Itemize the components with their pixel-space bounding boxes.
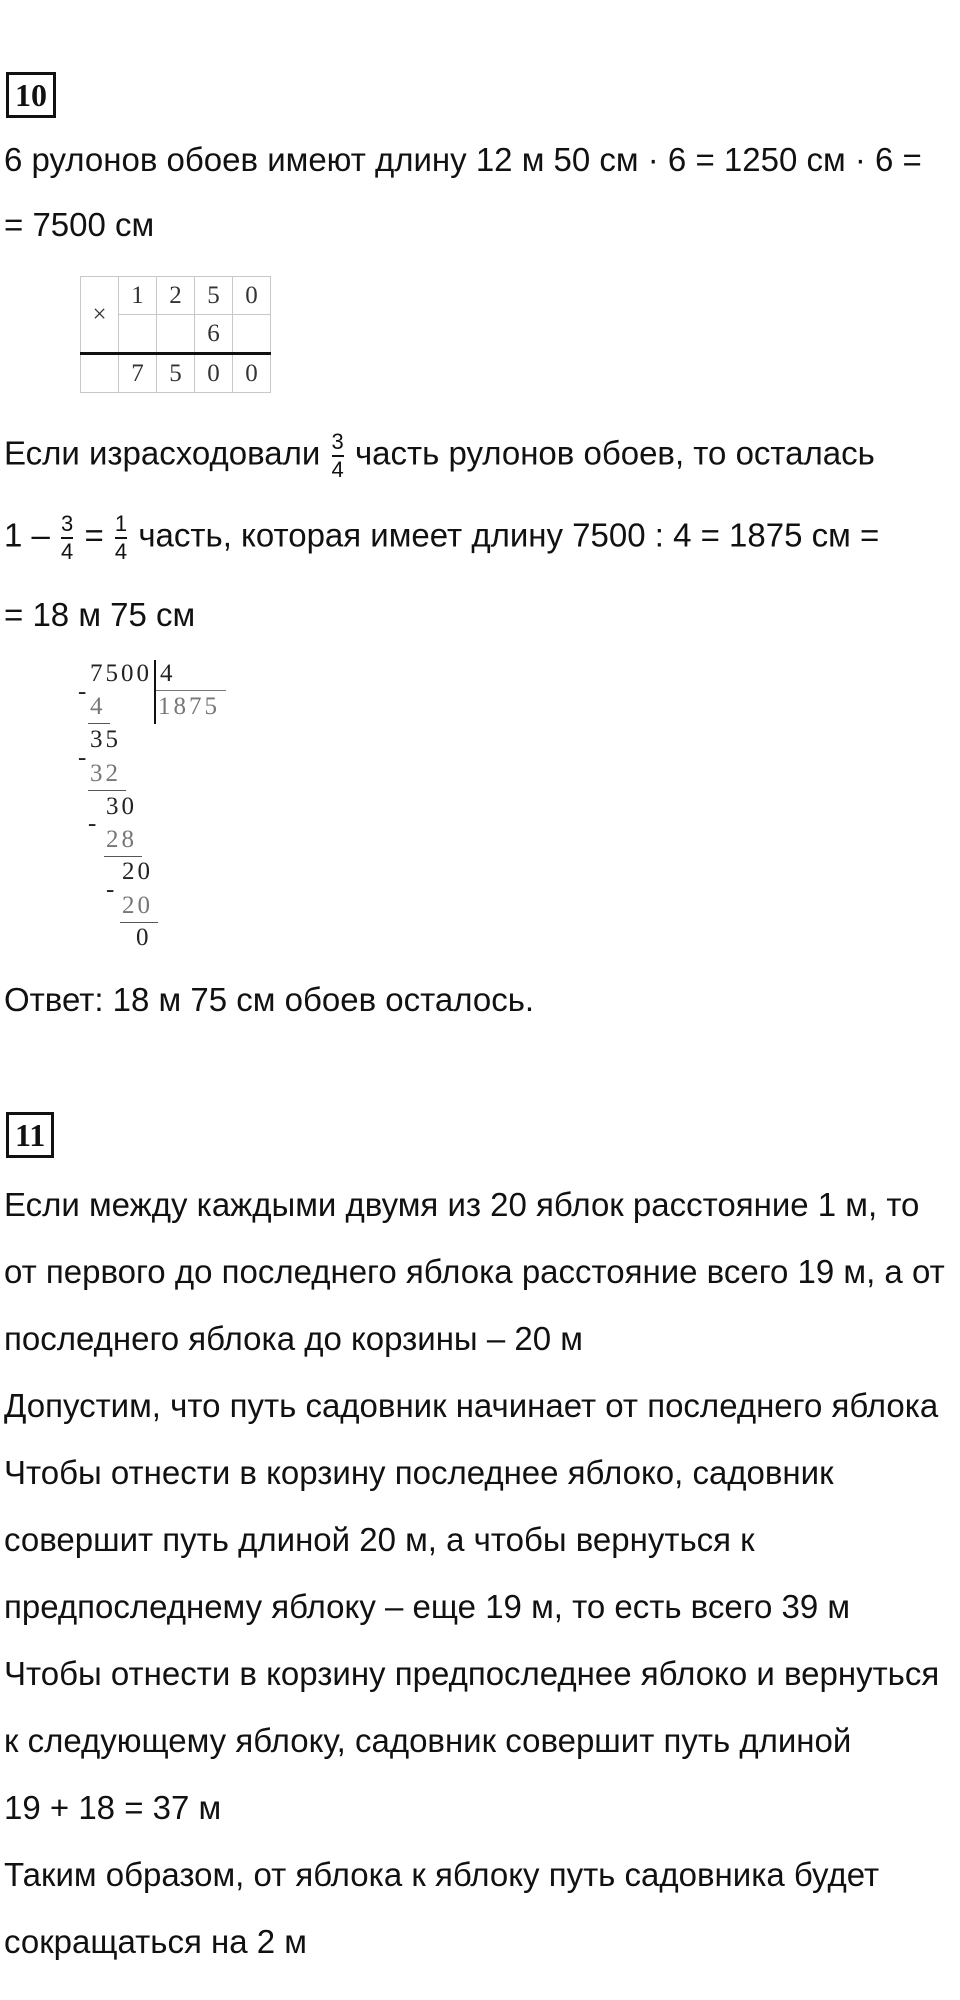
fraction-3-4	[332, 430, 344, 482]
task-10-number: 10	[6, 72, 56, 118]
division-vertical-line	[154, 660, 156, 724]
equals-sign: =	[84, 516, 104, 554]
mul-cell: 5	[157, 354, 195, 393]
mul-cell: 7	[119, 354, 157, 393]
task-11-line: Если между каждыми двумя из 20 яблок расстояние 1 м, то	[4, 1186, 920, 1223]
division-step: 35	[90, 726, 121, 753]
division-step: 20	[122, 892, 153, 919]
fraction-numerator: 3	[331, 429, 344, 454]
mul-cell: 5	[195, 277, 233, 315]
task-11-line: Чтобы отнести в корзину предпоследнее яблоко и вернуться	[4, 1655, 940, 1692]
task-11-line: к следующему яблоку, садовник совершит путь длиной	[4, 1722, 852, 1759]
fraction-denominator: 4	[331, 457, 344, 482]
division-step: 28	[106, 826, 137, 853]
task-11-line: 19 + 18 = 37 м	[4, 1789, 222, 1826]
task-10-line-2: = 7500 см	[4, 206, 155, 243]
text-segment: часть рулонов обоев, то осталась	[354, 434, 875, 472]
task-11-number: 11	[6, 1112, 54, 1158]
mul-cell	[81, 354, 119, 393]
task-11-line: Чтобы отнести в корзину последнее яблоко, садовник	[4, 1454, 834, 1491]
multiply-sign: ×	[81, 277, 119, 354]
division-step: 4	[90, 693, 106, 720]
task-10-line-1: 6 рулонов обоев имеют длину 12 м 50 см · 6 = 1250 см · 6 =	[4, 141, 922, 178]
step-underline	[88, 790, 126, 791]
mul-cell: 0	[195, 354, 233, 393]
step-underline	[88, 723, 110, 724]
minus-sign: -	[88, 810, 100, 837]
text-segment: Если израсходовали	[4, 434, 321, 472]
text-segment: 1 –	[4, 516, 50, 554]
task-10-line-3	[4, 430, 875, 482]
long-division	[70, 660, 270, 960]
task-11-line: сокращаться на 2 м	[4, 1923, 307, 1960]
fraction-denominator: 4	[114, 539, 128, 564]
minus-sign: -	[78, 678, 90, 705]
mul-cell	[119, 315, 157, 354]
divisor-underline	[156, 690, 226, 691]
task-11-line: Таким образом, от яблока к яблоку путь садовника будет	[4, 1856, 880, 1893]
division-step: 30	[106, 793, 137, 820]
division-step: 0	[136, 924, 152, 951]
mul-cell: 1	[119, 277, 157, 315]
minus-sign: -	[106, 876, 118, 903]
mul-cell	[157, 315, 195, 354]
task-10-line-5: = 18 м 75 см	[4, 596, 196, 633]
fraction-1-4	[115, 512, 127, 564]
minus-sign: -	[78, 744, 90, 771]
task-11-line: Допустим, что путь садовник начинает от последнего яблока	[4, 1387, 939, 1424]
task-11-line: последнего яблока до корзины – 20 м	[4, 1320, 583, 1357]
step-underline	[120, 922, 158, 923]
divisor: 4	[160, 660, 176, 687]
task-11-line: от первого до последнего яблока расстояние всего 19 м, а от	[4, 1253, 945, 1290]
mul-cell: 6	[195, 315, 233, 354]
fraction-numerator: 1	[114, 511, 128, 536]
mul-cell: 2	[157, 277, 195, 315]
task-10-line-4	[4, 512, 879, 564]
division-step: 20	[122, 858, 153, 885]
fraction-denominator: 4	[61, 539, 74, 564]
division-step: 32	[90, 760, 121, 787]
task-11-line: предпоследнему яблоку – еще 19 м, то есть всего 39 м	[4, 1588, 851, 1625]
text-segment: часть, которая имеет длину 7500 : 4 = 1875 см =	[138, 516, 880, 554]
dividend: 7500	[90, 660, 152, 687]
fraction-numerator: 3	[61, 511, 74, 536]
fraction-3-4	[61, 512, 73, 564]
mul-cell	[233, 315, 271, 354]
quotient: 1875	[158, 693, 220, 720]
multiplication-table	[80, 276, 271, 393]
mul-cell: 0	[233, 277, 271, 315]
task-11-line: совершит путь длиной 20 м, а чтобы вернуться к	[4, 1521, 755, 1558]
mul-cell: 0	[233, 354, 271, 393]
step-underline	[104, 856, 142, 857]
task-10-answer: Ответ: 18 м 75 см обоев осталось.	[4, 981, 535, 1018]
